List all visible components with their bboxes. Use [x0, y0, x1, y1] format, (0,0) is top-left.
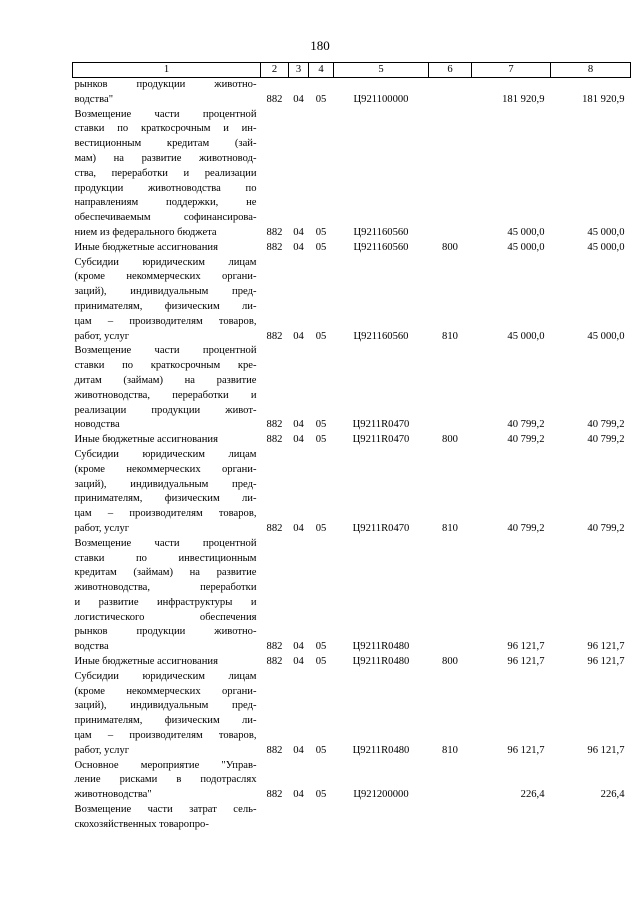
row-description [73, 108, 261, 241]
table-row [73, 670, 631, 759]
row-description [73, 256, 261, 345]
description-line: вестиционным кредитам (зай- [74, 138, 257, 150]
description-line: Субсидии юридическим лицам [74, 670, 257, 682]
description-line: Возмещение части процентной [74, 537, 257, 549]
expense-type-code: 810 [442, 522, 458, 534]
header-row [73, 63, 631, 78]
description-line: (кроме некоммерческих органи- [74, 463, 257, 475]
description-line: Основное мероприятие "Управ- [74, 759, 257, 771]
row-description [73, 803, 261, 833]
page-number: 180 [310, 38, 330, 53]
expense-type-code [429, 537, 472, 655]
description-line: нием из федерального бюджета [74, 226, 217, 238]
row-description [73, 670, 261, 759]
section-code: 04 [293, 641, 304, 653]
header-col-8: 8 [551, 63, 631, 78]
description-line: направлениям поддержки, не [74, 197, 257, 209]
table-row [73, 108, 631, 241]
description-line: обеспечиваемым софинансирова- [74, 212, 257, 224]
description-line: мам) на развитие животновод- [74, 152, 257, 164]
header-col-5: 5 [334, 63, 429, 78]
expense-type-code: 800 [442, 434, 458, 446]
amount-year-2: 45 000,0 [587, 241, 625, 253]
section-code [289, 803, 309, 833]
description-line: заций), индивидуальным пред- [74, 478, 257, 490]
section-code: 04 [293, 241, 304, 253]
header-col-3: 3 [289, 63, 309, 78]
expense-type-code [429, 108, 472, 241]
target-article-code: Ц9211R0470 [352, 419, 410, 431]
budget-table [72, 62, 631, 833]
table-row [73, 448, 631, 537]
description-line: принимателям, физическим ли- [74, 493, 257, 505]
target-article-code: Ц921100000 [353, 93, 409, 105]
row-description [73, 655, 261, 670]
section-code: 04 [293, 226, 304, 238]
amount-year-2: 45 000,0 [587, 226, 625, 238]
description-line: (кроме некоммерческих органи- [74, 271, 257, 283]
table-row [73, 759, 631, 803]
row-description [73, 433, 261, 448]
description-line: животноводства, переработки [74, 582, 257, 594]
amount-year-1: 96 121,7 [507, 744, 545, 756]
description-line: заций), индивидуальным пред- [74, 286, 257, 298]
subsection-code: 05 [315, 241, 327, 253]
description-line: реализации продукции живот- [74, 404, 257, 416]
description-line: кредитам (займам) на развитие [74, 567, 257, 579]
subsection-code [309, 803, 334, 833]
amount-year-2: 96 121,7 [587, 641, 625, 653]
admin-code: 882 [266, 434, 283, 446]
amount-year-1: 96 121,7 [507, 656, 545, 668]
target-article-code: Ц921200000 [353, 789, 409, 801]
target-article-code: Ц921160560 [353, 226, 409, 238]
description-line: скохозяйственных товаропро- [74, 818, 209, 830]
amount-year-2: 96 121,7 [587, 656, 625, 668]
description-line: водства [74, 641, 109, 653]
subsection-code: 05 [315, 789, 327, 801]
description-line: рынков продукции животно- [74, 626, 257, 638]
target-article-code: Ц921160560 [353, 241, 409, 253]
target-article-code: Ц9211R0480 [352, 744, 410, 756]
description-line: Субсидии юридическим лицам [74, 256, 257, 268]
row-description [73, 759, 261, 803]
amount-year-2: 181 920,9 [582, 93, 625, 105]
amount-year-2 [551, 803, 631, 833]
section-code: 04 [293, 330, 304, 342]
expense-type-code [429, 803, 472, 833]
description-line: работ, услуг [74, 744, 130, 756]
header-col-4: 4 [309, 63, 334, 78]
subsection-code: 05 [315, 226, 327, 238]
admin-code: 882 [266, 641, 283, 653]
table-row [73, 241, 631, 256]
description-line: новодства [74, 419, 120, 431]
description-line: логистического обеспечения [74, 611, 257, 623]
target-article-code [334, 803, 429, 833]
description-line: Возмещение части процентной [74, 345, 257, 357]
admin-code: 882 [266, 226, 283, 238]
target-article-code: Ц921160560 [353, 330, 409, 342]
description-line: Иные бюджетные ассигнования [74, 241, 218, 253]
description-line: дитам (займам) на развитие [74, 374, 257, 386]
admin-code: 882 [266, 419, 283, 431]
expense-type-code: 810 [442, 744, 458, 756]
subsection-code: 05 [315, 419, 327, 431]
header-col-6: 6 [429, 63, 472, 78]
header-col-1: 1 [73, 63, 261, 78]
amount-year-2: 40 799,2 [587, 419, 625, 431]
table-row [73, 655, 631, 670]
description-line: цам – производителям товаров, [74, 508, 257, 520]
expense-type-code: 810 [442, 330, 458, 342]
admin-code: 882 [266, 93, 283, 105]
section-code: 04 [293, 434, 304, 446]
expense-type-code: 800 [442, 241, 458, 253]
row-description [73, 78, 261, 108]
amount-year-1: 40 799,2 [507, 434, 545, 446]
subsection-code: 05 [315, 330, 327, 342]
table-row [73, 433, 631, 448]
amount-year-2: 96 121,7 [587, 744, 625, 756]
amount-year-1: 40 799,2 [507, 419, 545, 431]
amount-year-1: 181 920,9 [502, 93, 545, 105]
subsection-code: 05 [315, 93, 327, 105]
amount-year-1: 45 000,0 [507, 226, 545, 238]
section-code: 04 [293, 419, 304, 431]
row-description [73, 241, 261, 256]
description-line: Иные бюджетные ассигнования [74, 434, 218, 446]
admin-code: 882 [266, 744, 283, 756]
section-code: 04 [293, 522, 304, 534]
amount-year-1: 45 000,0 [507, 330, 545, 342]
amount-year-2: 40 799,2 [587, 434, 625, 446]
target-article-code: Ц9211R0470 [352, 434, 410, 446]
table-row [73, 78, 631, 108]
subsection-code: 05 [315, 656, 327, 668]
description-line: работ, услуг [74, 330, 130, 342]
description-line: цам – производителям товаров, [74, 730, 257, 742]
expense-type-code [429, 344, 472, 433]
table-row [73, 537, 631, 655]
description-line: работ, услуг [74, 522, 130, 534]
description-line: ства, переработки и реализации [74, 167, 257, 179]
description-line: ление рисками в подотраслях [74, 774, 257, 786]
description-line: водства" [74, 93, 114, 105]
section-code: 04 [293, 656, 304, 668]
table-row [73, 803, 631, 833]
subsection-code: 05 [315, 434, 327, 446]
target-article-code: Ц9211R0470 [352, 522, 410, 534]
description-line: заций), индивидуальным пред- [74, 700, 257, 712]
description-line: цам – производителям товаров, [74, 315, 257, 327]
table-row [73, 344, 631, 433]
admin-code: 882 [266, 522, 283, 534]
description-line: ставки по краткосрочным и ин- [74, 123, 257, 135]
table-body [73, 78, 631, 833]
description-line: Возмещение части процентной [74, 108, 257, 120]
amount-year-2: 40 799,2 [587, 522, 625, 534]
header-col-7: 7 [472, 63, 551, 78]
description-line: принимателям, физическим ли- [74, 300, 257, 312]
amount-year-1: 40 799,2 [507, 522, 545, 534]
description-line: (кроме некоммерческих органи- [74, 685, 257, 697]
subsection-code: 05 [315, 744, 327, 756]
subsection-code: 05 [315, 522, 327, 534]
table-row [73, 256, 631, 345]
target-article-code: Ц9211R0480 [352, 641, 410, 653]
row-description [73, 344, 261, 433]
admin-code: 882 [266, 330, 283, 342]
description-line: ставки по инвестиционным [74, 552, 257, 564]
section-code: 04 [293, 744, 304, 756]
expense-type-code: 800 [442, 656, 458, 668]
admin-code: 882 [266, 241, 283, 253]
target-article-code: Ц9211R0480 [352, 656, 410, 668]
section-code: 04 [293, 93, 304, 105]
description-line: и развитие инфраструктуры и [74, 596, 257, 608]
admin-code [261, 803, 289, 833]
description-line: животноводства" [74, 789, 152, 801]
description-line: животноводства, переработки и [74, 389, 257, 401]
subsection-code: 05 [315, 641, 327, 653]
expense-type-code [429, 759, 472, 803]
description-line: рынков продукции животно- [74, 79, 257, 90]
expense-type-code [429, 78, 472, 108]
description-line: ставки по краткосрочным кре- [74, 360, 257, 372]
row-description [73, 448, 261, 537]
amount-year-1: 45 000,0 [507, 241, 545, 253]
admin-code: 882 [266, 656, 283, 668]
table-header [73, 63, 631, 78]
header-col-2: 2 [261, 63, 289, 78]
amount-year-1: 96 121,7 [507, 641, 545, 653]
admin-code: 882 [266, 789, 283, 801]
amount-year-2: 45 000,0 [587, 330, 625, 342]
amount-year-1: 226,4 [520, 789, 545, 801]
description-line: принимателям, физическим ли- [74, 715, 257, 727]
section-code: 04 [293, 789, 304, 801]
description-line: Возмещение части затрат сель- [74, 804, 257, 816]
description-line: Иные бюджетные ассигнования [74, 656, 218, 668]
row-description [73, 537, 261, 655]
description-line: Субсидии юридическим лицам [74, 448, 257, 460]
description-line: продукции животноводства по [74, 182, 257, 194]
amount-year-2: 226,4 [600, 789, 625, 801]
amount-year-1 [472, 803, 551, 833]
